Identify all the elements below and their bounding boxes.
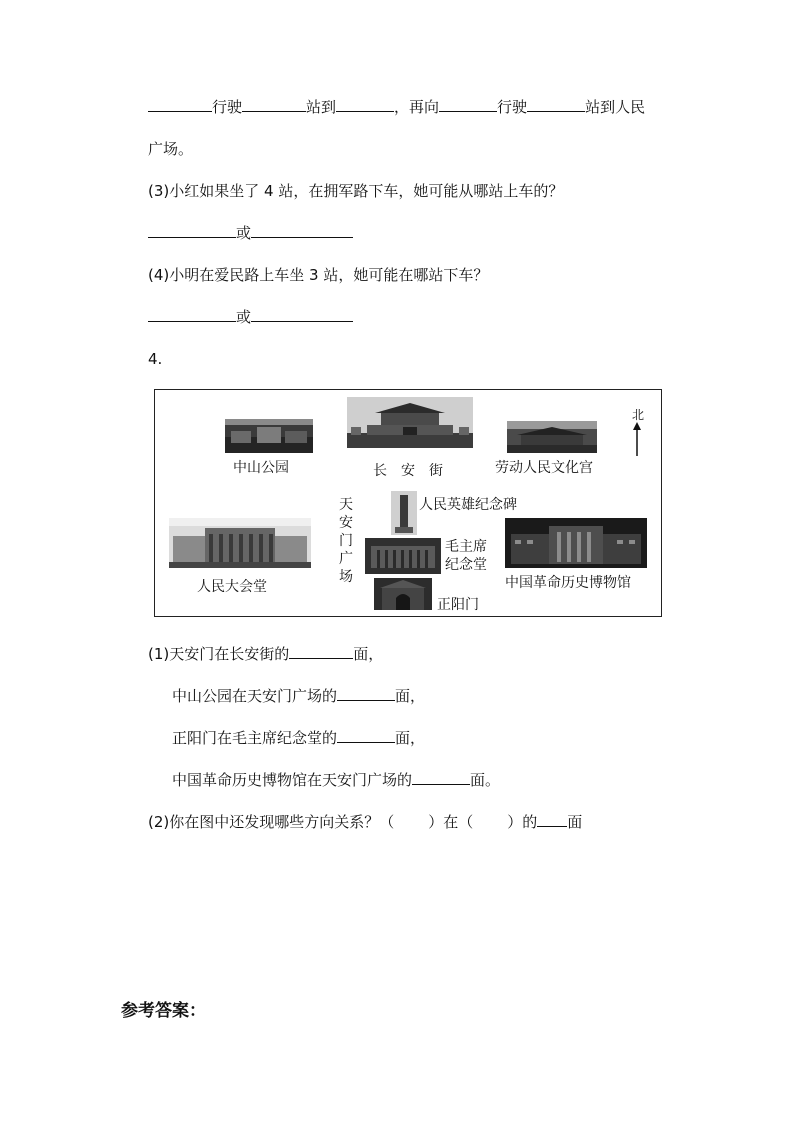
workers-cultural-palace-photo xyxy=(507,421,597,453)
text-fragment: (2)你在图中还发现哪些方向关系？（ xyxy=(148,813,395,831)
answer-blank[interactable] xyxy=(439,97,497,112)
monument-label: 人民英雄纪念碑 xyxy=(419,497,517,513)
text-fragment: ）在（ xyxy=(428,813,474,831)
answer-blank[interactable] xyxy=(336,97,394,112)
q4-sub1-d xyxy=(172,770,500,790)
zhongshan-park-photo xyxy=(225,419,313,453)
answer-blank[interactable] xyxy=(337,686,395,701)
text-fragment: 行驶 xyxy=(497,98,528,116)
text-fragment: 面 xyxy=(567,813,583,831)
or-text: 或 xyxy=(236,308,252,326)
mausoleum-label xyxy=(445,538,487,574)
q4-number: 4. xyxy=(148,350,163,368)
zhengyangmen-photo xyxy=(374,578,432,610)
q3-line1 xyxy=(148,97,645,117)
q4-sub1-b xyxy=(172,686,425,706)
q3-sub4-answer xyxy=(148,307,353,327)
answers-heading: 参考答案： xyxy=(121,1001,206,1021)
mausoleum-label-line1: 毛主席 xyxy=(445,539,487,555)
answer-blank[interactable] xyxy=(527,97,585,112)
answer-blank[interactable] xyxy=(148,97,212,112)
north-arrow-icon xyxy=(631,422,643,458)
tiananmen-gate-photo xyxy=(347,397,473,448)
mausoleum-label-line2: 纪念堂 xyxy=(445,557,487,573)
great-hall-label: 人民大会堂 xyxy=(197,579,267,595)
q3-sub4-question: (4)小明在爱民路上车坐 3 站，她可能在哪站下车？ xyxy=(148,266,489,284)
great-hall-photo xyxy=(169,518,311,568)
answer-blank[interactable] xyxy=(242,97,306,112)
museum-label: 中国革命历史博物馆 xyxy=(505,575,631,591)
answer-blank[interactable] xyxy=(251,307,353,322)
tiananmen-square-label: 天安门广场 xyxy=(339,497,353,585)
text-fragment: 站到 xyxy=(306,98,337,116)
text-fragment: 面， xyxy=(353,645,384,663)
monument-photo xyxy=(391,491,417,535)
text-fragment: ）的 xyxy=(507,813,538,831)
text-fragment: 中山公园在天安门广场的 xyxy=(172,687,338,705)
museum-photo xyxy=(505,518,647,568)
text-fragment: ，再向 xyxy=(394,98,440,116)
changan-street-label: 长 安 街 xyxy=(373,463,443,479)
answer-blank[interactable] xyxy=(337,728,395,743)
workers-cultural-palace-label: 劳动人民文化宫 xyxy=(495,460,593,476)
text-fragment: 面。 xyxy=(470,771,501,789)
answer-blank[interactable] xyxy=(251,223,353,238)
q4-sub2 xyxy=(148,812,582,832)
mausoleum-photo xyxy=(365,538,441,574)
text-fragment: 站到人民 xyxy=(585,98,646,116)
text-fragment: 正阳门在毛主席纪念堂的 xyxy=(172,729,338,747)
q4-sub1-c xyxy=(172,728,425,748)
zhongshan-park-label: 中山公园 xyxy=(233,460,289,476)
text-fragment: 面， xyxy=(395,729,426,747)
zhengyangmen-label: 正阳门 xyxy=(437,597,479,613)
text-fragment: 面， xyxy=(395,687,426,705)
or-text: 或 xyxy=(236,224,252,242)
text-fragment: (1)天安门在长安街的 xyxy=(148,645,290,663)
answer-blank[interactable] xyxy=(537,812,567,827)
text-fragment: 行驶 xyxy=(212,98,243,116)
north-label: 北 xyxy=(632,408,645,422)
q4-sub1-a xyxy=(148,644,383,664)
q3-line2: 广场。 xyxy=(148,140,194,158)
text-fragment: 中国革命历史博物馆在天安门广场的 xyxy=(172,771,413,789)
answer-blank[interactable] xyxy=(289,644,353,659)
answer-blank[interactable] xyxy=(148,307,236,322)
q3-sub3-question: (3)小红如果坐了 4 站，在拥军路下车，她可能从哪站上车的？ xyxy=(148,182,564,200)
tiananmen-map-figure xyxy=(154,389,662,617)
q3-sub3-answer xyxy=(148,223,353,243)
answer-blank[interactable] xyxy=(412,770,470,785)
answer-blank[interactable] xyxy=(148,223,236,238)
